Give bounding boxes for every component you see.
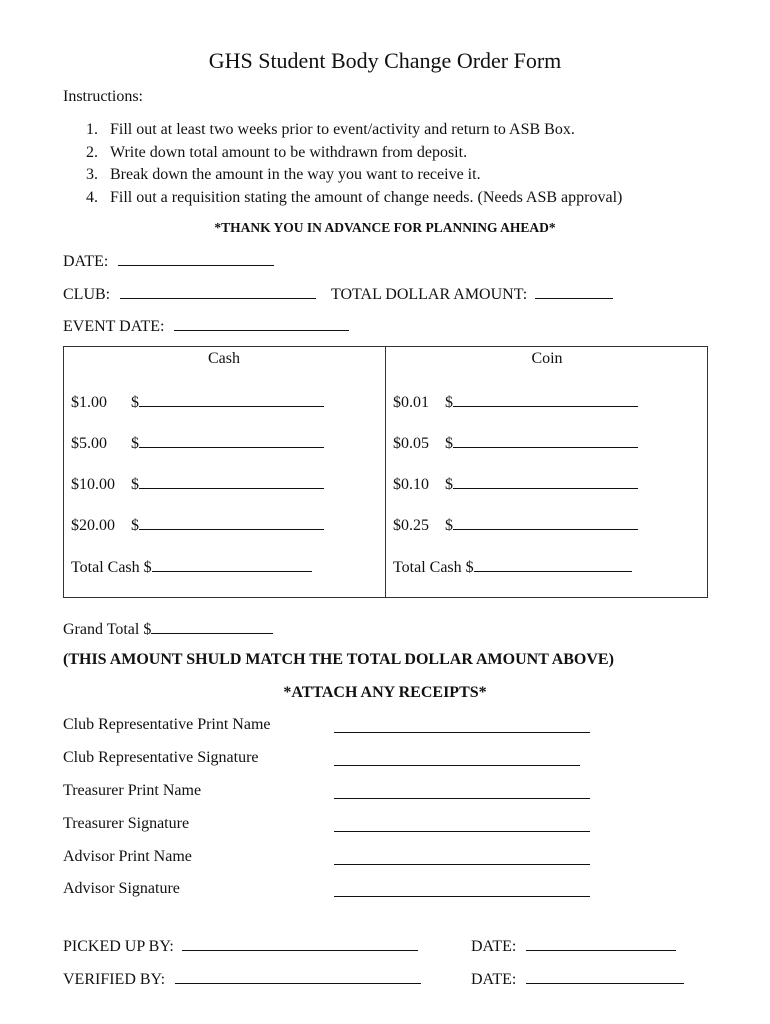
verified-date-label: DATE:	[471, 971, 517, 988]
instruction-number: 1.	[86, 121, 98, 138]
cash-denomination: $5.00	[71, 435, 107, 452]
coin-row-005	[393, 433, 638, 453]
cash-amount-field[interactable]	[139, 515, 324, 530]
verified-field[interactable]	[175, 969, 421, 984]
dollar-sign: $	[131, 394, 139, 411]
coin-denomination: $0.25	[393, 517, 429, 534]
attach-note: *ATTACH ANY RECEIPTS*	[283, 684, 487, 701]
coin-denomination: $0.10	[393, 476, 429, 493]
treasurer-signature-label: Treasurer Signature	[63, 815, 190, 832]
club-field[interactable]	[120, 284, 316, 299]
form-title: GHS Student Body Change Order Form	[208, 48, 562, 73]
total-dollar-label: TOTAL DOLLAR AMOUNT:	[331, 286, 528, 303]
coin-denomination: $0.05	[393, 435, 429, 452]
table-divider	[385, 346, 386, 598]
cash-denomination: $10.00	[71, 476, 115, 493]
event-date-field[interactable]	[174, 316, 349, 331]
picked-up-field[interactable]	[182, 936, 418, 951]
cash-total-label: Total Cash $	[71, 559, 152, 576]
instruction-text: Break down the amount in the way you want to receive it.	[110, 166, 481, 183]
grand-total-row	[63, 619, 273, 639]
coin-amount-field[interactable]	[453, 515, 638, 530]
instruction-number: 2.	[86, 143, 98, 161]
cash-row-1	[71, 392, 324, 412]
event-date-row	[63, 316, 349, 336]
coin-amount-field[interactable]	[453, 392, 638, 407]
coin-total-label: Total Cash $	[393, 559, 474, 576]
advisor-signature-label: Advisor Signature	[63, 880, 180, 897]
advisor-signature-field[interactable]	[334, 881, 590, 897]
dollar-sign: $	[445, 394, 453, 411]
dollar-sign: $	[131, 517, 139, 534]
date-field[interactable]	[118, 251, 274, 266]
instruction-text: Fill out a requisition stating the amount of change needs. (Needs ASB approval)	[110, 188, 623, 206]
instruction-text: Fill out at least two weeks prior to event/activity and return to ASB Box.	[110, 121, 575, 138]
picked-up-row	[63, 936, 418, 956]
picked-up-date-field[interactable]	[526, 936, 676, 951]
verified-date-row	[471, 969, 684, 989]
dollar-sign: $	[445, 517, 453, 534]
cash-amount-field[interactable]	[139, 433, 324, 448]
verified-row	[63, 969, 421, 989]
cash-row-20	[71, 515, 324, 535]
instruction-number: 3.	[86, 166, 98, 183]
dollar-sign: $	[131, 435, 139, 452]
grand-total-field[interactable]	[151, 619, 273, 634]
cash-amount-field[interactable]	[139, 474, 324, 489]
total-dollar-row	[331, 284, 613, 304]
coin-denomination: $0.01	[393, 394, 429, 411]
coin-amount-field[interactable]	[453, 474, 638, 489]
cash-denomination: $20.00	[71, 517, 115, 534]
dollar-sign: $	[445, 476, 453, 493]
match-note: (THIS AMOUNT SHULD MATCH THE TOTAL DOLLAR AMOUNT ABOVE)	[63, 651, 614, 668]
treasurer-print-field[interactable]	[334, 783, 590, 799]
club-row	[63, 284, 316, 304]
dollar-sign: $	[445, 435, 453, 452]
coin-row-001	[393, 392, 638, 412]
verified-label: VERIFIED BY:	[63, 971, 166, 988]
club-label: CLUB:	[63, 286, 111, 303]
coin-row-025	[393, 515, 638, 535]
coin-total-row	[393, 557, 632, 577]
treasurer-signature-field[interactable]	[334, 816, 590, 832]
club-rep-signature-label: Club Representative Signature	[63, 749, 259, 766]
instructions-label: Instructions:	[63, 88, 143, 105]
coin-amount-field[interactable]	[453, 433, 638, 448]
advisor-print-label: Advisor Print Name	[63, 848, 192, 865]
event-date-label: EVENT DATE:	[63, 318, 165, 335]
grand-total-label: Grand Total $	[63, 621, 152, 638]
cash-total-row	[71, 557, 312, 577]
dollar-sign: $	[131, 476, 139, 493]
cash-amount-field[interactable]	[139, 392, 324, 407]
cash-header: Cash	[208, 350, 240, 367]
date-row	[63, 251, 274, 271]
club-rep-print-field[interactable]	[334, 717, 590, 733]
thank-you-note: *THANK YOU IN ADVANCE FOR PLANNING AHEAD*	[214, 220, 556, 235]
club-rep-signature-field[interactable]	[334, 750, 580, 766]
treasurer-print-label: Treasurer Print Name	[63, 782, 202, 799]
cash-denomination: $1.00	[71, 394, 107, 411]
cash-row-5	[71, 433, 324, 453]
cash-row-10	[71, 474, 324, 494]
club-rep-print-label: Club Representative Print Name	[63, 716, 271, 733]
instruction-text: Write down total amount to be withdrawn from deposit.	[110, 143, 468, 161]
picked-up-date-label: DATE:	[471, 938, 517, 955]
coin-total-field[interactable]	[474, 557, 632, 572]
verified-date-field[interactable]	[526, 969, 684, 984]
picked-up-label: PICKED UP BY:	[63, 938, 174, 955]
date-label: DATE:	[63, 253, 109, 270]
total-dollar-field[interactable]	[535, 284, 613, 299]
coin-header: Coin	[531, 350, 563, 367]
advisor-print-field[interactable]	[334, 849, 590, 865]
coin-row-010	[393, 474, 638, 494]
cash-total-field[interactable]	[152, 557, 312, 572]
instruction-number: 4.	[86, 188, 98, 206]
picked-up-date-row	[471, 936, 676, 956]
